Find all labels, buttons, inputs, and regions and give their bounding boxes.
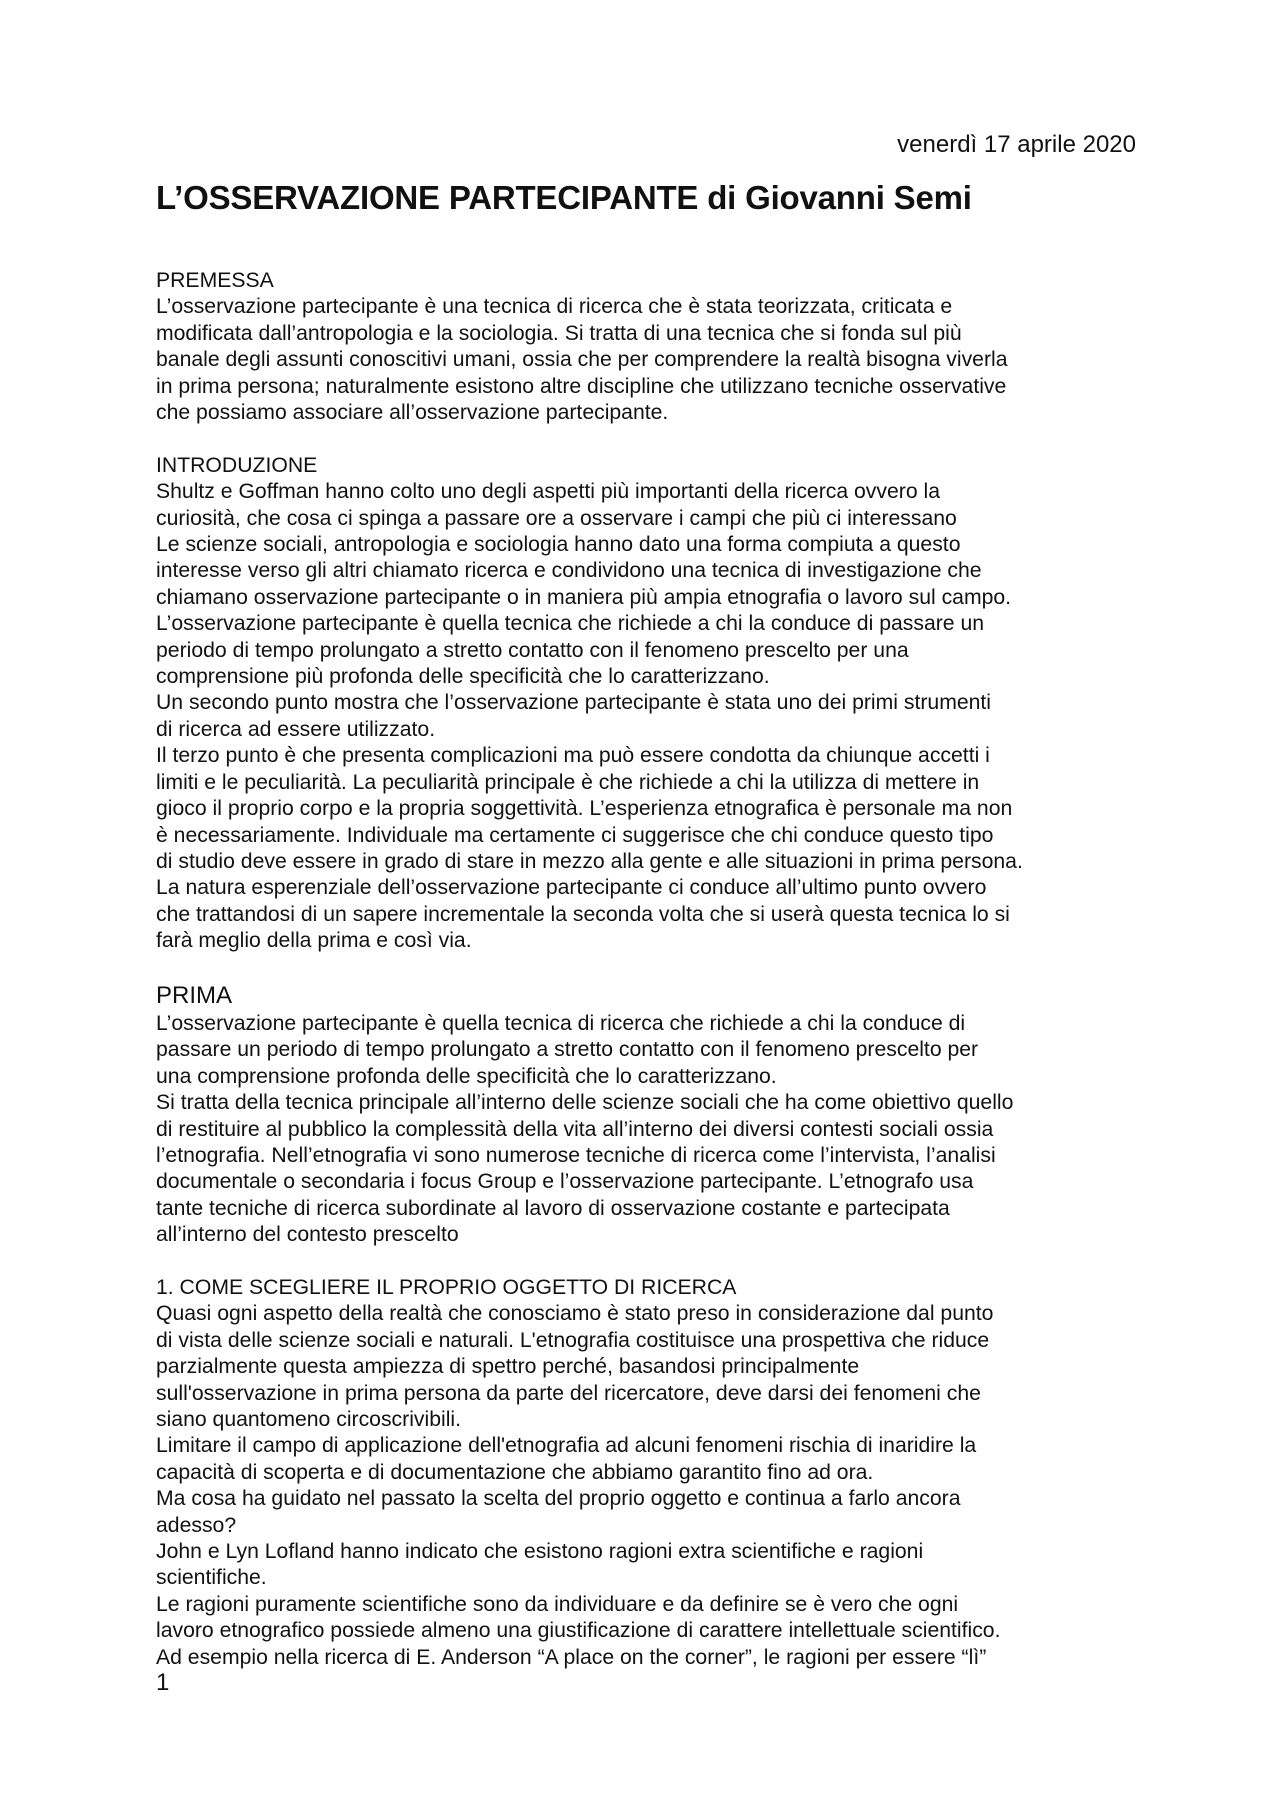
section-heading: PRIMA — [156, 981, 233, 1009]
title-main: L’OSSERVAZIONE PARTECIPANTE — [156, 179, 699, 216]
section-heading: 1. COME SCEGLIERE IL PROPRIO OGGETTO DI RICERCA — [156, 1275, 737, 1299]
text-line: Shultz e Goffman hanno colto uno degli aspetti più importanti della ricerca ovvero la — [156, 480, 940, 504]
text-line: adesso? — [156, 1513, 237, 1537]
text-line: di vista delle scienze sociali e naturali. L'etnografia costituisce una prospettiva che riduce — [156, 1328, 990, 1352]
document-body — [156, 268, 1136, 1671]
text-line: sull'osservazione in prima persona da parte del ricercatore, deve darsi dei fenomeni che — [156, 1381, 981, 1405]
document-page — [156, 0, 1136, 1811]
text-line: di restituire al pubblico la complessità della vita all’interno dei diversi contesti sociali ossia — [156, 1117, 994, 1141]
text-line: tante tecniche di ricerca subordinate al lavoro di osservazione costante e partecipata — [156, 1196, 950, 1220]
text-line: farà meglio della prima e così via. — [156, 929, 472, 953]
text-line: comprensione più profonda delle specificità che lo caratterizzano. — [156, 665, 770, 689]
text-line: Limitare il campo di applicazione dell'etnografia ad alcuni fenomeni rischia di inaridire la — [156, 1434, 977, 1458]
text-line: è necessariamente. Individuale ma certamente ci suggerisce che chi conduce questo tipo — [156, 823, 994, 847]
text-line: lavoro etnografico possiede almeno una giustificazione di carattere intellettuale scientifico. — [156, 1619, 1001, 1643]
text-line: interesse verso gli altri chiamato ricerca e condividono una tecnica di investigazione che — [156, 559, 982, 583]
text-line: Il terzo punto è che presenta complicazioni ma può essere condotta da chiunque accetti i — [156, 744, 990, 768]
title-author: di Giovanni Semi — [698, 179, 972, 216]
text-line: l’etnografia. Nell’etnografia vi sono numerose tecniche di ricerca come l’intervista, l’analisi — [156, 1143, 996, 1167]
section-prima — [156, 981, 1136, 1249]
text-line: passare un periodo di tempo prolungato a stretto contatto con il fenomeno prescelto per — [156, 1038, 979, 1062]
text-line: Un secondo punto mostra che l’osservazione partecipante è stata uno dei primi strumenti — [156, 691, 992, 715]
text-line: Quasi ogni aspetto della realtà che conosciamo è stato preso in considerazione dal punto — [156, 1302, 994, 1326]
text-line: di studio deve essere in grado di stare in mezzo alla gente e alle situazioni in prima persona. — [156, 849, 1023, 873]
section-introduzione — [156, 453, 1136, 955]
section-heading: INTRODUZIONE — [156, 453, 318, 477]
text-line: Ad esempio nella ricerca di E. Anderson “A place on the corner”, le ragioni per essere “lì” — [156, 1645, 987, 1669]
document-date: venerdì 17 aprile 2020 — [897, 131, 1136, 158]
text-line: limiti e le peculiarità. La peculiarità principale è che richiede a chi la utilizza di mettere in — [156, 770, 980, 794]
text-line: curiosità, che cosa ci spinga a passare ore a osservare i campi che più ci interessano — [156, 506, 957, 530]
text-line: modificata dall’antropologia e la sociologia. Si tratta di una tecnica che si fonda sul più — [156, 321, 962, 345]
text-line: Le ragioni puramente scientifiche sono da individuare e da definire se è vero che ogni — [156, 1592, 959, 1616]
text-line: in prima persona; naturalmente esistono altre discipline che utilizzano tecniche osservative — [156, 374, 1007, 398]
text-line: Le scienze sociali, antropologia e sociologia hanno dato una forma compiuta a questo — [156, 533, 961, 557]
text-line: L’osservazione partecipante è quella tecnica di ricerca che richiede a chi la conduce di — [156, 1011, 966, 1035]
section-come-scegliere — [156, 1275, 1136, 1671]
text-line: Ma cosa ha guidato nel passato la scelta del proprio oggetto e continua a farlo ancora — [156, 1487, 961, 1511]
text-line: John e Lyn Lofland hanno indicato che esistono ragioni extra scientifiche e ragioni — [156, 1540, 924, 1564]
text-line: siano quantomeno circoscrivibili. — [156, 1408, 462, 1432]
text-line: una comprensione profonda delle specificità che lo caratterizzano. — [156, 1064, 777, 1088]
text-line: all’interno del contesto prescelto — [156, 1223, 459, 1247]
text-line: che possiamo associare all’osservazione partecipante. — [156, 401, 669, 425]
text-line: Si tratta della tecnica principale all’interno delle scienze sociali che ha come obiettivo quello — [156, 1091, 1014, 1115]
text-line: capacità di scoperta e di documentazione che abbiamo garantito fino ad ora. — [156, 1460, 874, 1484]
text-line: parzialmente questa ampiezza di spettro perché, basandosi principalmente — [156, 1355, 860, 1379]
page-number: 1 — [156, 1669, 170, 1696]
section-heading: PREMESSA — [156, 269, 274, 292]
text-line: gioco il proprio corpo e la propria soggettività. L’esperienza etnografica è personale ma non — [156, 797, 1013, 821]
section-premessa — [156, 268, 1136, 426]
text-line: banale degli assunti conoscitivi umani, ossia che per comprendere la realtà bisogna viverla — [156, 348, 1008, 372]
text-line: L’osservazione partecipante è una tecnica di ricerca che è stata teorizzata, criticata e — [156, 295, 953, 319]
text-line: di ricerca ad essere utilizzato. — [156, 717, 436, 741]
text-line: La natura esperenziale dell’osservazione partecipante ci conduce all’ultimo punto ovvero — [156, 876, 987, 900]
text-line: chiamano osservazione partecipante o in maniera più ampia etnografia o lavoro sul campo. — [156, 585, 1012, 609]
text-line: L’osservazione partecipante è quella tecnica che richiede a chi la conduce di passare un — [156, 612, 985, 636]
document-title — [156, 178, 972, 218]
text-line: scientifiche. — [156, 1566, 267, 1590]
text-line: che trattandosi di un sapere incrementale la seconda volta che si userà questa tecnica lo si — [156, 902, 1010, 926]
text-line: periodo di tempo prolungato a stretto contatto con il fenomeno prescelto per una — [156, 638, 909, 662]
text-line: documentale o secondaria i focus Group e l’osservazione partecipante. L’etnografo usa — [156, 1170, 974, 1194]
